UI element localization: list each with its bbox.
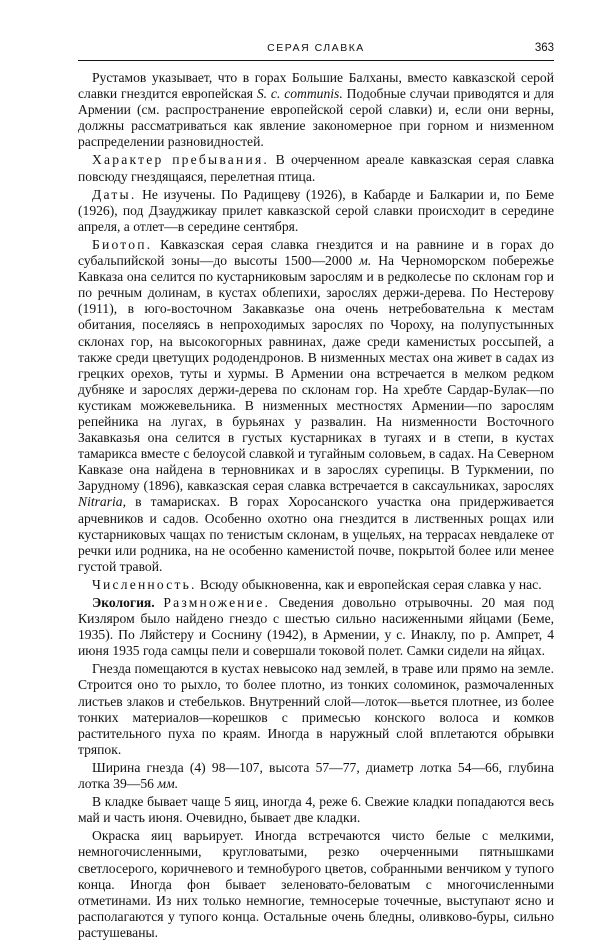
section-heading: Размножение.: [163, 595, 271, 610]
latin-name: S. c. communis.: [256, 86, 343, 102]
paragraph-biotope: Биотоп. Кавказская серая славка гнездится и на равнине и в горах до субальпийской зоны—до высоты 1500—2000 м. На Черноморском побережье Кавказа она селится по кустарниковым зарослям и в редколесье по склонам гор и по речным долинам, в кустах облепихи, зарослях держи-дерева. По Нестерову (1911), в юго-восточном Закавказье она очень нетребовательна к местам обитания, поселяясь в непроходимых зарослях по Чороху, на полупустынных склонах гор, на высокогорных равнинах, даже среди каменистых россыпей, а также среди цветущих рододендронов. В низменных местах она живет в садах из грецких орехов, туты и хурмы. В Армении она встречается в мелком редком дубняке и зарослях держи-дерева по склонам гор. На хребте Сардар-Булак—по кустикам можжевельника. В низменных местностях Армении—по зарослям репейника на лугах, в бурьянах у развалин. На низменности Восточного Закавказья она селится в густых кустарниках в тугаях и в степи, в кустах тамарикса вместе с белоусой славкой и тугайным соловьем, в садах. На Северном Кавказе она найдена в терновниках и в зарослях сурепицы. В Туркмении, по Зарудному (1896), кавказская серая славка встречается в саксаульниках, зарослях Nitraria, в тамарисках. В горах Хоросанского участка она придерживается арчевников и садов. Особенно охотно она гнездится в лиственных рощах или кустарниковых чащах по тенистым склонам, в ущельях, на террасах невдалеке от речки или родника, на не особенно каменистой почве, покрытой более или менее густой травой.: [78, 236, 554, 574]
body-text: [78, 70, 554, 941]
paragraph-clutch: В кладке бывает чаще 5 яиц, иногда 4, реже 6. Свежие кладки попадаются весь май и часть июня. Очевидно, бывает две кладки.: [78, 794, 554, 826]
unit: м.: [359, 253, 372, 269]
page-number: 363: [534, 42, 554, 54]
section-heading: Даты.: [92, 186, 137, 202]
bold-heading: Экология.: [92, 595, 155, 610]
section-heading: Характер пребывания.: [92, 152, 270, 168]
paragraph-dates: Даты. Не изучены. По Радищеву (1926), в Кабарде и Балкарии и, по Беме (1926), под Дзауджикау прилет кавказской серой славки происходит в середине апреля, а отлет—в середине сентября.: [78, 186, 555, 234]
section-heading: Численность.: [92, 576, 197, 592]
paragraph-residence: Характер пребывания. В очерченном ареале кавказская серая славка повсюду гнездящаяся, перелетная птица.: [78, 152, 555, 184]
latin-name: Nitraria,: [78, 494, 126, 510]
paragraph-ecology: Экология. Размножение. Сведения довольно отрывочны. 20 мая под Кизляром было найдено гнездо с шестью сильно насиженными яйцами (Беме, 1935). По Ляйстеру и Соснину (1942), в Армении, у с. Инаклу, по р. Ампрет, 4 июня 1935 года самцы пели и совершали токовой полет. Самки сидели на яйцах.: [78, 595, 554, 659]
paragraph-nest-size: Ширина гнезда (4) 98—107, высота 57—77, диаметр лотка 54—66, глубина лотка 39—56 мм.: [78, 759, 554, 792]
running-title: СЕРАЯ СЛАВКА: [267, 42, 365, 54]
running-header: [78, 40, 554, 61]
paragraph-abundance: Численность. Всюду обыкновенна, как и европейская серая славка у нас.: [92, 576, 542, 592]
paragraph-egg-color: Окраска яиц варьирует. Иногда встречаются чисто белые с мелкими, немногочисленными, кругловатыми, резко очерченными пятнышками светлосерого, коричневого и темнобурого цветов, собранными венчиком у тупого конца. Иногда фон бывает зеленовато-беловатым с многочисленными отметинами. Из них только немногие, темносерые точечные, выступают ясно и располагаются у тупого конца. Остальные очень бледны, оливково-буры, сильно растушеваны.: [78, 828, 554, 940]
paragraph-nests: Гнезда помещаются в кустах невысоко над землей, в траве или прямо на земле. Строится оно то рыхло, то более плотно, из тонких соломинок, размочаленных листьев злаков и стебельков. Внутренний слой—лоток—вьется плотнее, из более тонких материалов—корешков с примесью конского волоса и комков растительного пуха по краям. Иногда в наружный слой вплетаются обрывки тряпок.: [78, 661, 554, 757]
section-heading: Биотоп.: [92, 236, 153, 252]
paragraph-rustamov: Рустамов указывает, что в горах Большие Балханы, вместо кавказской серой славки гнездится европейская S. c. communis. Подобные случаи приводятся и для Армении (см. распространение европейской серой славки) и, если они верны, должны рассматриваться как явление закономерное при горном и низменном распределении разновидностей.: [78, 70, 554, 150]
unit: мм.: [157, 776, 179, 792]
